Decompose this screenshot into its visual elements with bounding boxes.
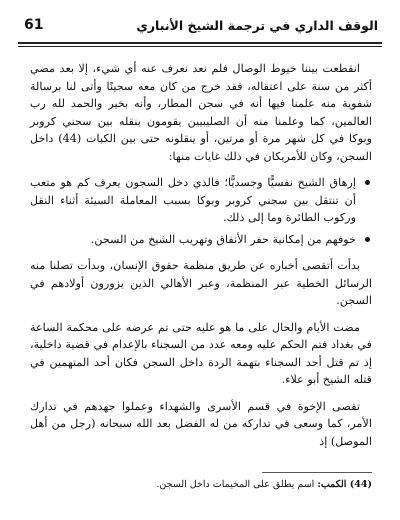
page-body bbox=[30, 60, 372, 459]
bullet-item bbox=[30, 174, 356, 227]
paragraph: بدأت أتقصى أخباره عن طريق منظمة حقوق الإنسان، وبدأت تصلنا منه الرسائل الخطية عبر المنظمة، وعبر الأهالي الذين يزورون أولادهم في السجن. bbox=[30, 259, 372, 307]
paragraph: انقطعت بيننا خيوط الوصال فلم نعد نعرف عنه أي شيء، إلا بعد مضي أكثر من سنة على اعتقاله، فقد خرج من كان معه سجينًا وأتى لنا برسالة شفوية منه علمنا فيها أنه في سجن المطار، وأنه بخير والحمد لله رب العالمين، كما وعلمنا منه أن الصليبيين يقومون بنقله بين سجني كروبر وبوكا في كل شهر مرة أو مرتين، أو ينقلونه حتى بين الكبات (44) داخل السجن، وكان للأمريكان في ذلك غايات منها: bbox=[30, 62, 372, 163]
bullet-icon bbox=[365, 237, 370, 242]
bullet-text: إرهاق الشيخ نفسيًّا وجسديًّا؛ فالذي دخل السجون يعرف كم هو متعب أن تنتقل بين سجني كروبر وبوكا بسبب المعاملة السيئة أثناء النقل وركوب الطائرة وما إلى ذلك. bbox=[30, 176, 356, 224]
running-title: الوقف الداري في ترجمة الشيخ الأنباري bbox=[136, 17, 378, 33]
footnote-number: (44) الكمب: bbox=[317, 479, 372, 490]
bullet-text: خوفهم من إمكانية حفر الأنفاق وتهريب الشيخ من السجن. bbox=[90, 232, 356, 246]
bullet-item bbox=[30, 231, 356, 249]
header-rule bbox=[18, 42, 382, 44]
bullet-icon bbox=[365, 180, 370, 185]
footnote bbox=[30, 478, 372, 492]
bullet-list bbox=[30, 174, 372, 248]
page-number: 61 bbox=[24, 17, 44, 33]
page-header bbox=[18, 10, 382, 40]
paragraph: تقصى الإخوة في قسم الأسرى والشهداء وعملوا جهدهم في تدارك الأمر، كما وسعى في تداركه من له الفضل بعد الله سبحانه (رجل من أهل الموصل) إذ bbox=[30, 399, 372, 448]
footnote-rule bbox=[262, 472, 372, 473]
paragraph: مضت الأيام والحال على ما هو عليه حتى تم عرضه على محكمة الساعة في بغداد فتم الحكم عليه ومعه عدد من السجناء بالإعدام في قضية داخلية، إذ تم قتل أحد السجناء بتهمة الردة داخل السجن فكان أحد المتهمين في قتله الشيخ أبو علاء. bbox=[30, 320, 372, 386]
header-rule-thin bbox=[18, 46, 382, 47]
footnote-text: اسم يطلق على المخيمات داخل السجن. bbox=[156, 479, 318, 490]
